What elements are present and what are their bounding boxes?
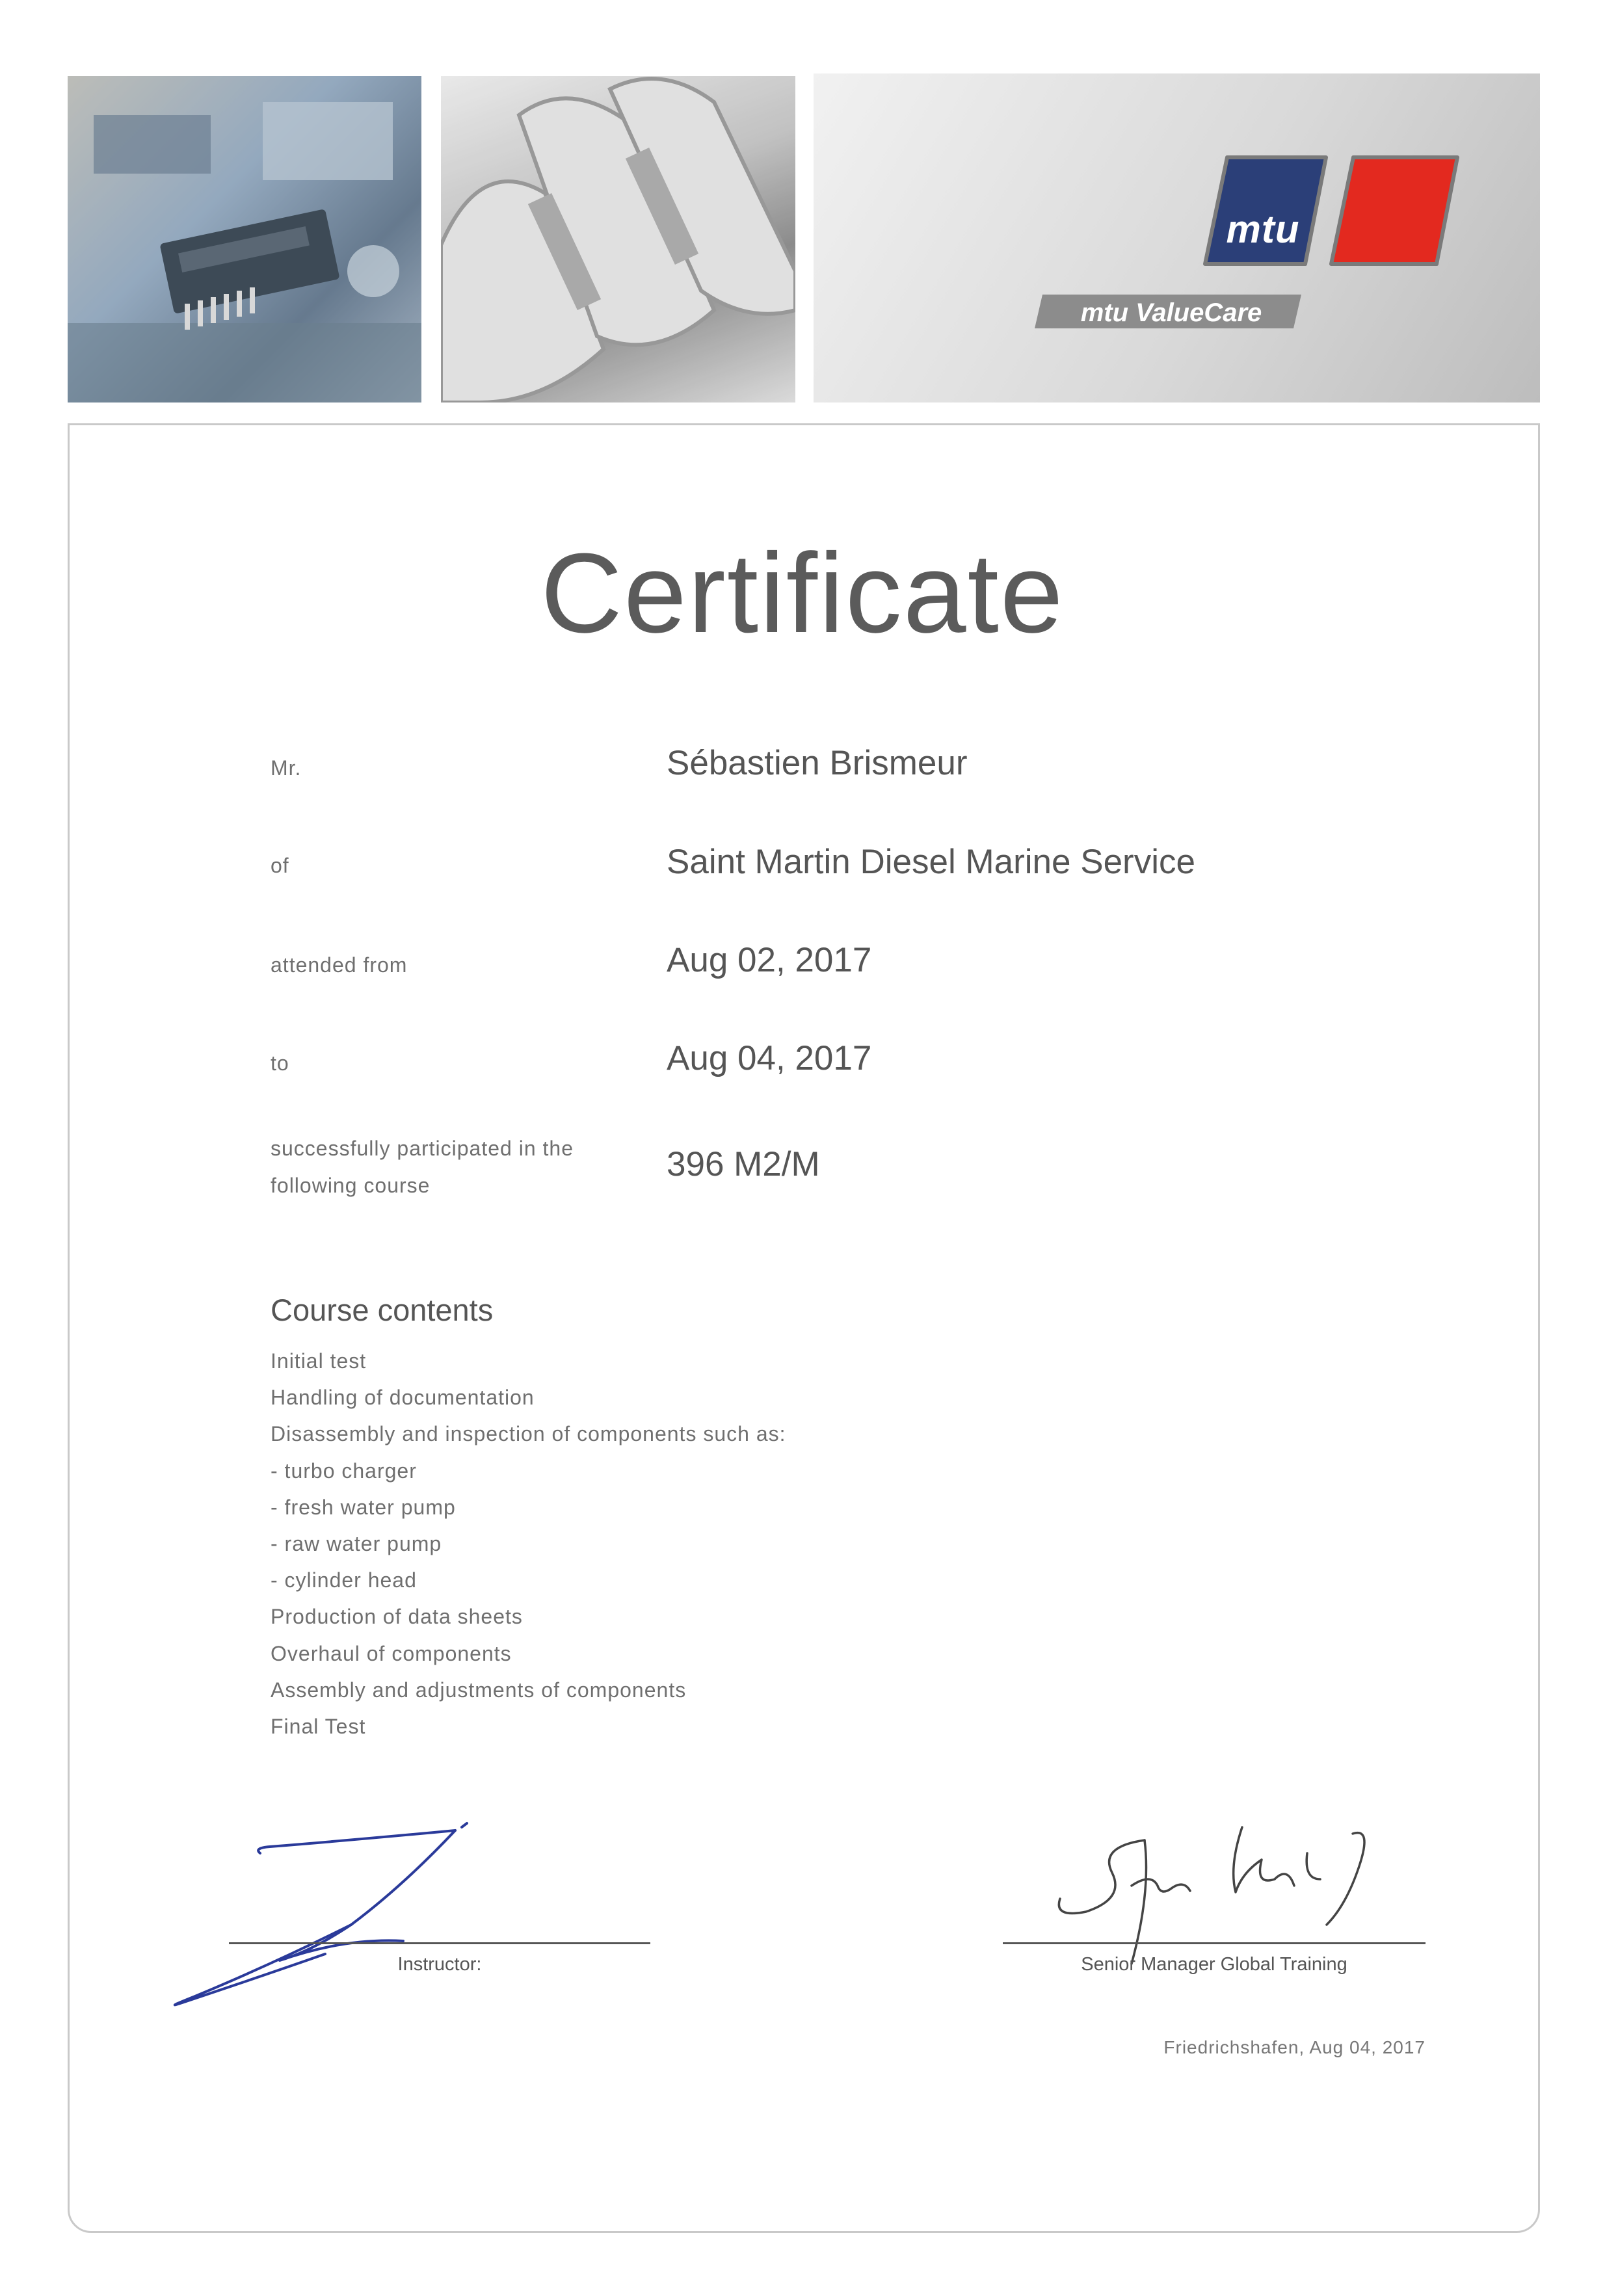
list-item: Final Test	[271, 1715, 366, 1739]
engine-image	[441, 76, 795, 402]
end-date: Aug 04, 2017	[667, 1039, 872, 1077]
list-item: Handling of documentation	[271, 1386, 535, 1410]
list-item: - fresh water pump	[271, 1495, 456, 1519]
participant-name: Sébastien Brismeur	[667, 744, 968, 782]
list-item: Assembly and adjustments of components	[271, 1678, 687, 1702]
list-item: Initial test	[271, 1349, 367, 1373]
course-code: 396 M2/M	[667, 1145, 820, 1183]
brand-logo-panel	[814, 73, 1540, 402]
attended-from-label: attended from	[271, 953, 408, 977]
list-item: - raw water pump	[271, 1532, 442, 1556]
course-contents-heading: Course contents	[271, 1293, 494, 1327]
mtu-logo-red-block	[1327, 153, 1462, 268]
valuecare-text: mtu ValueCare	[1080, 298, 1262, 327]
list-item: - turbo charger	[271, 1458, 417, 1483]
manager-signature-line	[1003, 1942, 1426, 1944]
to-label: to	[271, 1051, 289, 1075]
instructor-signature	[156, 1814, 520, 2029]
company-name: Saint Martin Diesel Marine Service	[667, 843, 1195, 881]
instructor-caption: Instructor:	[397, 1954, 482, 1975]
participated-label-line2: following course	[271, 1174, 431, 1197]
list-item: Overhaul of components	[271, 1641, 512, 1665]
company-label: of	[271, 854, 289, 877]
header-photo-electronics	[68, 76, 421, 402]
mtu-logo-text: mtu	[1226, 207, 1300, 251]
manager-caption: Senior Manager Global Training	[1081, 1954, 1347, 1975]
salutation-label: Mr.	[271, 756, 302, 780]
start-date: Aug 02, 2017	[667, 941, 872, 979]
instructor-signature-line	[229, 1942, 650, 1944]
certificate-title: Certificate	[540, 529, 1065, 656]
list-item: - cylinder head	[271, 1568, 417, 1592]
list-item: Production of data sheets	[271, 1605, 523, 1629]
electronics-image	[68, 76, 421, 402]
place-and-date: Friedrichshafen, Aug 04, 2017	[1163, 2037, 1426, 2057]
header-photo-engine	[441, 76, 795, 402]
course-contents-list	[271, 1343, 786, 1745]
participated-label-line1: successfully participated in the	[271, 1137, 574, 1160]
list-item: Disassembly and inspection of components such as:	[271, 1422, 786, 1446]
